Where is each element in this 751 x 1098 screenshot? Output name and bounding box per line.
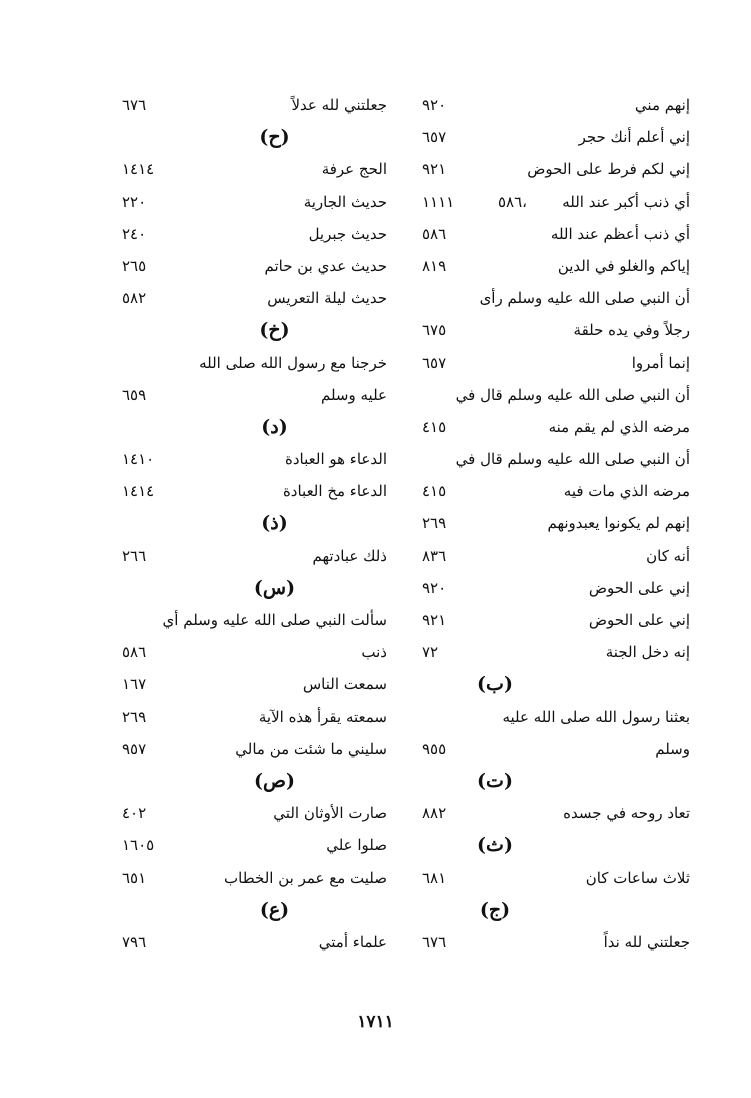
index-entry (400, 89, 690, 121)
entry-page-number: ٨٣٦ (422, 546, 447, 565)
letter-heading (112, 894, 397, 926)
letter-heading (112, 314, 397, 346)
entry-text: الحج عرفة (321, 160, 387, 179)
entry-page-number: ٧٢ (422, 643, 439, 662)
index-entry (400, 443, 690, 475)
entry-text: أن النبي صلى الله عليه وسلم رأى (479, 289, 690, 308)
index-entry (400, 636, 690, 668)
entry-text: حديث جبريل (308, 224, 387, 243)
entry-text: جعلتني لله نداً (603, 932, 690, 951)
entry-text: خرجنا مع رسول الله صلى الله (199, 353, 387, 372)
entry-text: إنما أمروا (631, 353, 690, 372)
entry-page-number: ١٤١٠ (122, 450, 155, 469)
index-entry (400, 540, 690, 572)
index-entry (112, 636, 397, 668)
index-entry (112, 250, 397, 282)
index-entry (400, 926, 690, 958)
entry-page-number: ٥٨٢ (122, 289, 147, 308)
index-entry (400, 250, 690, 282)
letter-heading-text: (ت) (477, 769, 513, 792)
index-entry (112, 926, 397, 958)
right-index-column (400, 89, 690, 1009)
index-entry (400, 862, 690, 894)
index-entry (400, 379, 690, 411)
letter-heading (400, 829, 690, 861)
index-entry (400, 507, 690, 539)
entry-text: ذنب (361, 643, 387, 662)
index-entry (112, 186, 397, 218)
entry-page-number: ٥٨٦ (422, 224, 447, 243)
entry-text: أن النبي صلى الله عليه وسلم قال في (455, 450, 690, 469)
entry-text: وسلم (655, 739, 690, 758)
letter-heading-text: (س) (253, 576, 296, 599)
index-entry (400, 572, 690, 604)
entry-text: تعاد روحه في جسده (563, 804, 690, 823)
entry-page-number: ٢٦٦ (122, 546, 147, 565)
entry-page-number: ٦٨١ (422, 868, 447, 887)
letter-heading (400, 668, 690, 700)
entry-page-number: ٢٦٩ (122, 707, 147, 726)
index-entry (400, 121, 690, 153)
entry-page-number: ٦٥٧ (422, 128, 447, 147)
entry-text: إياكم والغلو في الدين (557, 256, 690, 275)
letter-heading (112, 507, 397, 539)
entry-text: سألت النبي صلى الله عليه وسلم أي (162, 611, 387, 629)
entry-text: بعثنا رسول الله صلى الله عليه (502, 707, 690, 726)
index-entry (112, 347, 397, 379)
index-entry (400, 604, 690, 636)
entry-text: حديث عدي بن حاتم (264, 256, 387, 275)
entry-page-number: ٩٥٥ (422, 739, 447, 758)
entry-text: إني لكم فرط على الحوض (527, 160, 690, 179)
entry-page-number: ٦٥١ (122, 868, 147, 887)
entry-page-number: ٩٢١ (422, 160, 447, 179)
entry-text: جعلتني لله عدلاً (291, 96, 387, 114)
entry-page-number: ٢٢٠ (122, 192, 147, 211)
entry-page-number: ١٤١٤ (122, 482, 155, 501)
letter-heading (400, 894, 690, 926)
left-index-column (112, 89, 397, 1009)
entry-page-number: ٧٩٦ (122, 932, 147, 951)
entry-text: علماء أمتي (318, 932, 387, 951)
entry-text: مرضه الذي لم يقم منه (548, 417, 690, 436)
letter-heading-text: (د) (261, 415, 288, 438)
index-entry (400, 153, 690, 185)
entry-page-number: ١٤١٤ (122, 160, 155, 179)
entry-text: إنهم لم يكونوا يعبدونهم (547, 514, 690, 533)
entry-page-number: ٤١٥ (422, 417, 447, 436)
index-entry (112, 379, 397, 411)
entry-text: إنهم مني (634, 96, 690, 114)
letter-heading-text: (ع) (259, 898, 290, 921)
entry-text: سمعته يقرأ هذه الآية (258, 707, 387, 726)
entry-page-number-secondary: ٥٨٦، (498, 192, 528, 211)
letter-heading (112, 572, 397, 604)
entry-text: سليني ما شئت من مالي (235, 739, 387, 758)
entry-text: أي ذنب أكبر عند الله (562, 192, 690, 211)
letter-heading-text: (ص) (254, 769, 295, 792)
letter-heading-text: (ب) (477, 673, 513, 696)
entry-page-number: ١١١١ (422, 192, 455, 211)
index-entry (112, 282, 397, 314)
entry-page-number: ٦٥٧ (422, 353, 447, 372)
entry-page-number: ٩٢٠ (422, 96, 447, 114)
entry-page-number: ٢٤٠ (122, 224, 147, 243)
index-entry (112, 443, 397, 475)
entry-page-number: ٨١٩ (422, 256, 447, 275)
letter-heading (112, 765, 397, 797)
index-entry (112, 89, 397, 121)
letter-heading-text: (ذ) (261, 512, 288, 535)
index-entry (112, 604, 397, 636)
index-entry (112, 540, 397, 572)
page-number: ١٧١١ (357, 1012, 394, 1032)
index-entry (400, 475, 690, 507)
entry-page-number: ٤٠٢ (122, 804, 147, 823)
entry-page-number: ٤١٥ (422, 482, 447, 501)
letter-heading-text: (ج) (479, 898, 511, 921)
letter-heading-text: (ث) (477, 834, 513, 857)
entry-text: إني على الحوض (588, 611, 690, 629)
letter-heading (400, 765, 690, 797)
entry-text: الدعاء مخ العبادة (282, 482, 387, 501)
entry-text: مرضه الذي مات فيه (563, 482, 690, 501)
entry-page-number: ٨٨٢ (422, 804, 447, 823)
index-entry (400, 218, 690, 250)
entry-page-number: ٦٧٦ (122, 96, 147, 114)
entry-text: صارت الأوثان التي (273, 804, 387, 823)
index-entry (400, 282, 690, 314)
entry-text: أي ذنب أعظم عند الله (550, 224, 690, 243)
entry-page-number: ٩٢٠ (422, 578, 447, 597)
index-entry (112, 153, 397, 185)
entry-page-number: ٢٦٥ (122, 256, 147, 275)
entry-text: إني على الحوض (588, 578, 690, 597)
entry-page-number: ٦٧٦ (422, 932, 447, 951)
entry-page-number: ٥٨٦ (122, 643, 147, 662)
entry-text: إني أعلم أنك حجر (578, 128, 690, 147)
entry-text: عليه وسلم (320, 385, 387, 404)
entry-page-number: ٦٧٥ (422, 321, 447, 340)
entry-page-number: ٦٥٩ (122, 385, 147, 404)
entry-text: حديث ليلة التعريس (267, 289, 387, 308)
entry-text: رجلاً وفي يده حلقة (573, 321, 690, 340)
index-entry (112, 829, 397, 861)
index-entry (400, 314, 690, 346)
index-entry (400, 347, 690, 379)
entry-text: صليت مع عمر بن الخطاب (224, 868, 387, 887)
letter-heading (112, 121, 397, 153)
index-entry (400, 797, 690, 829)
entry-text: أن النبي صلى الله عليه وسلم قال في (455, 385, 690, 404)
entry-text: الدعاء هو العبادة (285, 450, 387, 469)
letter-heading-text: (خ) (259, 319, 290, 342)
entry-text: صلوا علي (326, 836, 387, 855)
entry-text: ثلاث ساعات كان (585, 868, 690, 887)
index-entry (112, 701, 397, 733)
entry-text: ذلك عبادتهم (312, 546, 387, 565)
index-entry (112, 218, 397, 250)
index-entry (400, 186, 690, 218)
entry-page-number: ٩٥٧ (122, 739, 147, 758)
index-entry (112, 475, 397, 507)
entry-text: أنه كان (646, 546, 690, 565)
index-entry (112, 797, 397, 829)
index-entry (112, 733, 397, 765)
entry-text: حديث الجارية (303, 192, 387, 211)
entry-text: إنه دخل الجنة (605, 643, 690, 662)
entry-text: سمعت الناس (302, 675, 387, 694)
letter-heading (112, 411, 397, 443)
letter-heading-text: (ح) (259, 126, 290, 149)
index-entry (112, 862, 397, 894)
entry-page-number: ١٦٧ (122, 675, 147, 694)
index-entry (400, 701, 690, 733)
index-entry (400, 733, 690, 765)
entry-page-number: ٢٦٩ (422, 514, 447, 533)
entry-page-number: ١٦٠٥ (122, 836, 155, 855)
index-entry (112, 668, 397, 700)
index-entry (400, 411, 690, 443)
entry-page-number: ٩٢١ (422, 611, 447, 629)
